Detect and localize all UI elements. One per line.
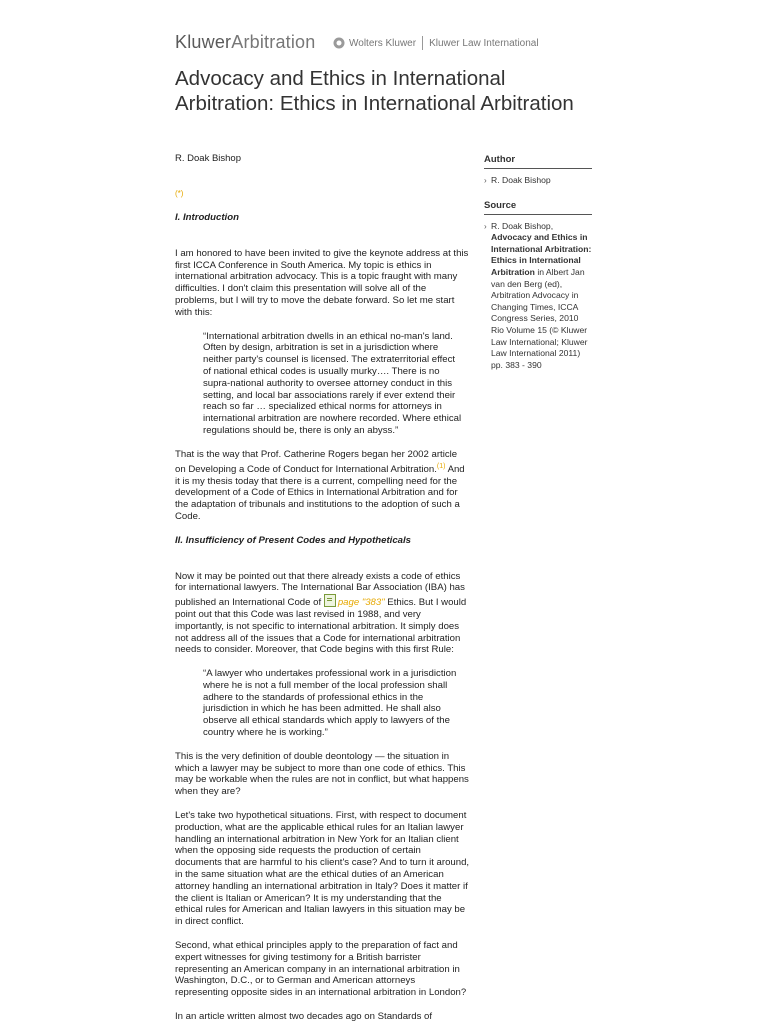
site-header (175, 30, 595, 60)
chevron-right-icon: › (484, 221, 487, 231)
paragraph (175, 449, 470, 523)
block-quote: “International arbitration dwells in an ethical no-man's land. Often by design, arbitration is set in a jurisdiction where neither party's counsel is licensed. The extraterritorial effect of national ethical codes is usually murky…. There is no supra-national authority to oversee attorney conduct in this setting, and local bar associations rarely if ever extend their reach so far … specialized ethical norms for attorneys in international arbitration are nowhere recorded. Where ethical regulations should be, there is only an abyss.” (203, 330, 462, 436)
sidebar-heading-source: Source (484, 200, 592, 215)
chevron-right-icon: › (484, 176, 487, 185)
source-author: R. Doak Bishop, (491, 220, 554, 231)
paragraph-text: Ethics. But I would point out that this Code was last revised in 1988, and very importantly, is not specific to international arbitration. It simply does not address all of the issues that a Code for international arbitration needs to consider. Moreover, that Code begins with this first Rule: (175, 597, 467, 656)
paragraph-text: Now it may be pointed out that there already exists a code of ethics for international lawyers. The International Bar Association (IBA) has published an International Code of (175, 570, 465, 609)
wolters-kluwer-logo-icon (333, 37, 345, 49)
paragraph (175, 571, 470, 657)
wolters-kluwer-logo (333, 36, 539, 50)
source-details: in Albert Jan van den Berg (ed), Arbitration Advocacy in Changing Times, ICCA Congress Series, 2010 Rio Volume 15 (© Kluwer Law International; Kluwer Law International 2011) pp. 383 - 390 (491, 266, 588, 370)
logo-kluwer-text: Kluwer (175, 32, 232, 52)
sidebar-author-name: R. Doak Bishop (491, 175, 551, 185)
sidebar (484, 154, 592, 371)
paragraph: Second, what ethical principles apply to the preparation of fact and expert witnesses for giving testimony for a British barrister representing an American company in an international arbitration in Washington, D.C., or to German and American attorneys representing opposite sides in an international arbitration in London? (175, 940, 467, 999)
page-reference-link[interactable]: page "383" (337, 597, 385, 609)
logo-divider (422, 36, 423, 50)
article-body (175, 188, 470, 1035)
kluwer-law-international-text: Kluwer Law International (429, 37, 539, 49)
paragraph: Let's take two hypothetical situations. First, with respect to document production, what are the applicable ethical rules for an Italian lawyer handling an international arbitration in New York for an Italian client when the opposing side requests the production of certain documents that are harmful to his client's case? And to turn it around, in the same situation what are the ethical duties of an American attorney handling an international arbitration in Italy? Does it matter if the client is Italian or American? It is my understanding that the ethical rules for American and Italian lawyers in this situation may be in direct conflict. (175, 810, 470, 928)
paragraph: I am honored to have been invited to give the keynote address at this first ICCA Conference in South America. My topic is ethics in international arbitration advocacy. This is a topic fraught with many difficulties. I don't claim this presentation will solve all of the problems, but I will try to move the debate forward. So let me start with this: (175, 247, 469, 318)
paragraph-text: That is the way that Prof. Catherine Rogers began her 2002 article on Developing a Code of Conduct for International Arbitration. (175, 448, 458, 475)
author-footnote-link[interactable]: (*) (175, 189, 184, 198)
kluwer-arbitration-logo[interactable] (175, 32, 315, 53)
paragraph: This is the very definition of double deontology — the situation in which a lawyer may be subject to more than one code of ethics. This may be workable when the rules are not in conflict, but what happens when they are? (175, 750, 469, 798)
sidebar-source-citation[interactable] (484, 221, 592, 372)
sidebar-author-link[interactable] (484, 175, 592, 187)
wolters-kluwer-text: Wolters Kluwer (349, 37, 417, 49)
article-title: Advocacy and Ethics in International Arbitration: Ethics in International Arbitration (175, 67, 574, 115)
sidebar-heading-author: Author (484, 154, 592, 169)
source-title: Advocacy and Ethics in International Arbitration: Ethics in International Arbitration (491, 232, 592, 277)
section-heading-introduction: I. Introduction (175, 212, 239, 223)
paragraph: In an article written almost two decades ago on Standards of (175, 1011, 433, 1023)
article-author: R. Doak Bishop (175, 153, 242, 164)
section-heading-insufficiency: II. Insufficiency of Present Codes and Hypotheticals (175, 534, 411, 546)
logo-arbitration-text: Arbitration (231, 32, 316, 52)
footnote-link[interactable]: (1) (436, 462, 446, 470)
block-quote: “A lawyer who undertakes professional work in a jurisdiction where he is not a full member of the local profession shall adhere to the standards of professional ethics in the jurisdiction in which he has been admitted. He shall also observe all ethical standards which apply to lawyers of the country where he is working.” (203, 668, 457, 739)
paragraph-text: And it is my thesis today that there is a current, compelling need for the development of a Code of Ethics in International Arbitration and for the adaptation of tribunals and institutions to the adoption of such a Code. (175, 463, 465, 522)
page-reference-icon[interactable] (324, 594, 336, 607)
